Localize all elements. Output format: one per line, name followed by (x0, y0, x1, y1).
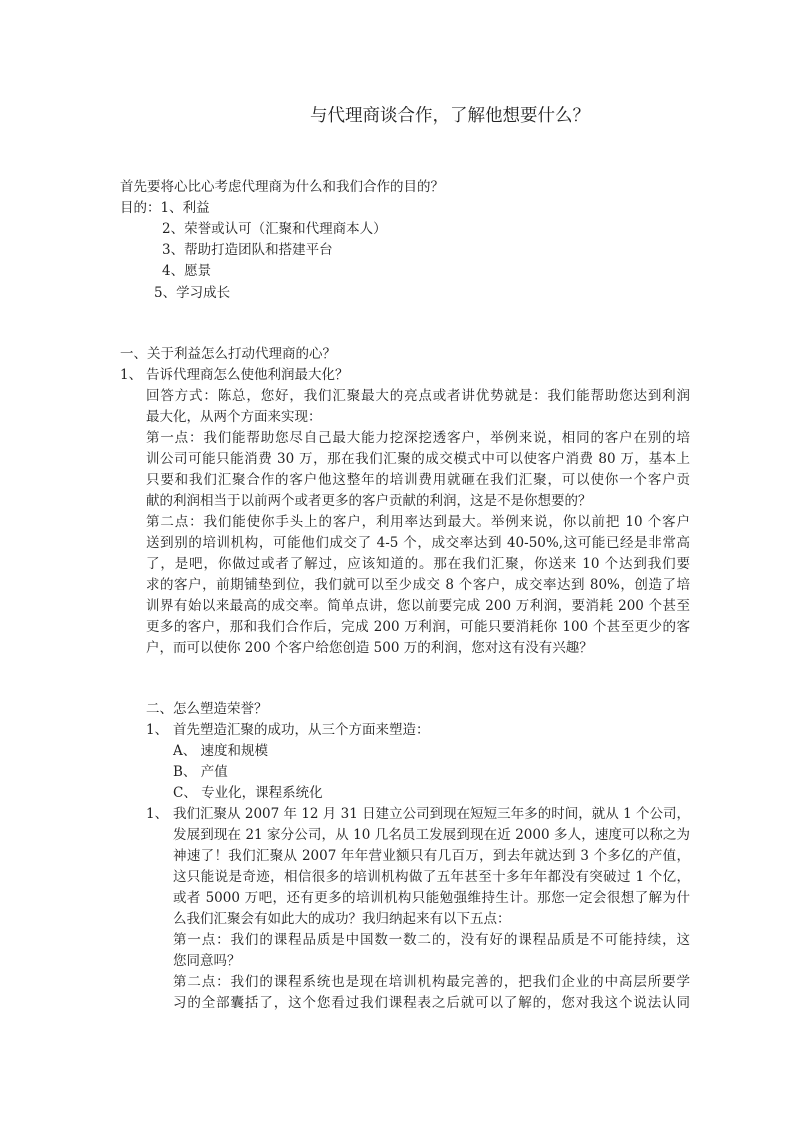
section2-heading: 二、怎么塑造荣誉？ (146, 701, 268, 717)
paragraph-line: 送到别的培训机构，可能他们成交了 4-5 个，成交率达到 40-50%,这可能已经是非常高 (146, 535, 690, 551)
goal-item: 1、利益 (160, 200, 210, 216)
section2-item-title: 首先塑造汇聚的成功，从三个方面来塑造： (173, 722, 430, 738)
paragraph-line: 习的全部囊括了，这个您看过我们课程表之后就可以了解的，您对我这个说法认同 (173, 995, 690, 1011)
paragraph-line: 或者 5000 万吧，还有更多的培训机构只能勉强维持生计。那您一定会很想了解为什 (173, 890, 690, 906)
section1-item-number: 1、 (120, 367, 143, 383)
section1-heading: 一、关于利益怎么打动代理商的心？ (120, 346, 336, 362)
paragraph-line: 了，是吧，你做过或者了解过，应该知道的。那在我们汇聚，你送来 10 个达到我们要 (146, 556, 690, 572)
paragraph-line: 发展到现在 21 家分公司，从 10 几名员工发展到现在近 2000 多人，速度可以称之为 (173, 827, 690, 843)
paragraph-line: 最大化，从两个方面来实现： (146, 409, 322, 425)
goal-item: 3、帮助打造团队和搭建平台 (162, 242, 333, 258)
intro-question: 首先要将心比心考虑代理商为什么和我们合作的目的？ (120, 179, 444, 195)
paragraph-line: 您同意吗？ (173, 953, 241, 969)
paragraph-line: 第一点：我们的课程品质是中国数一数二的，没有好的课程品质是不可能持续，这 (173, 932, 690, 948)
goals-label-text: 目的： (120, 200, 161, 216)
paragraph-line: 献的利润相当于以前两个或者更多的客户贡献的利润，这是不是你想要的？ (146, 493, 592, 509)
aspect-item: A、 速度和规模 (173, 743, 269, 759)
paragraph-line: 么我们汇聚会有如此大的成功？我归纳起来有以下五点： (173, 911, 511, 927)
paragraph-line: 更多的客户，那和我们合作后，完成 200 万利润，可能只要消耗你 100 个甚至更少的客 (146, 619, 690, 635)
section2-item2-number: 1、 (146, 806, 169, 822)
goal-item: 5、学习成长 (154, 285, 231, 301)
paragraph-line: 户，而可以使你 200 个客户给您创造 500 万的利润，您对这有没有兴趣？ (146, 640, 593, 656)
paragraph-line: 我们汇聚从 2007 年 12 月 31 日建立公司到现在短短三年多的时间，就从 1 个公司， (173, 806, 690, 822)
paragraph-line: 求的客户，前期铺垫到位，我们就可以至少成交 8 个客户，成交率达到 80%，创造了培 (146, 577, 690, 593)
paragraph-line: 只要和我们汇聚合作的客户他这整年的培训费用就砸在我们汇聚，可以使你一个客户贡 (146, 472, 690, 488)
paragraph-line: 第二点：我们的课程系统也是现在培训机构最完善的，把我们企业的中高层所要学 (173, 974, 690, 990)
paragraph-line: 训界有始以来最高的成交率。简单点讲，您以前要完成 200 万利润，要消耗 200 个甚至 (146, 598, 690, 614)
paragraph-line: 回答方式：陈总，您好，我们汇聚最大的亮点或者讲优势就是：我们能帮助您达到利润 (146, 388, 690, 404)
paragraph-line: 第二点：我们能使你手头上的客户，利用率达到最大。举例来说，你以前把 10 个客户 (146, 514, 690, 530)
paragraph-line: 神速了！我们汇聚从 2007 年年营业额只有几百万，到去年就达到 3 个多亿的产值， (173, 848, 690, 864)
paragraph-line: 这只能说是奇迹，相信很多的培训机构做了五年甚至十多年年都没有突破过 1 个亿， (173, 869, 690, 885)
goal-item: 4、愿景 (162, 263, 212, 279)
aspect-item: B、 产值 (173, 764, 228, 780)
aspect-item: C、 专业化，课程系统化 (173, 785, 323, 801)
goals-label (120, 198, 210, 219)
section1-item-title: 告诉代理商怎么使他利润最大化？ (146, 367, 349, 383)
section2-item-number: 1、 (146, 722, 169, 738)
paragraph-line: 训公司可能只能消费 30 万，那在我们汇聚的成交模式中可以使客户消费 80 万，基本上 (146, 451, 690, 467)
paragraph-line: 第一点：我们能帮助您尽自己最大能力挖深挖透客户，举例来说，相同的客户在别的培 (146, 430, 690, 446)
document-title: 与代理商谈合作，了解他想要什么？ (310, 106, 590, 126)
goal-item: 2、荣誉或认可（汇聚和代理商本人） (162, 221, 387, 237)
